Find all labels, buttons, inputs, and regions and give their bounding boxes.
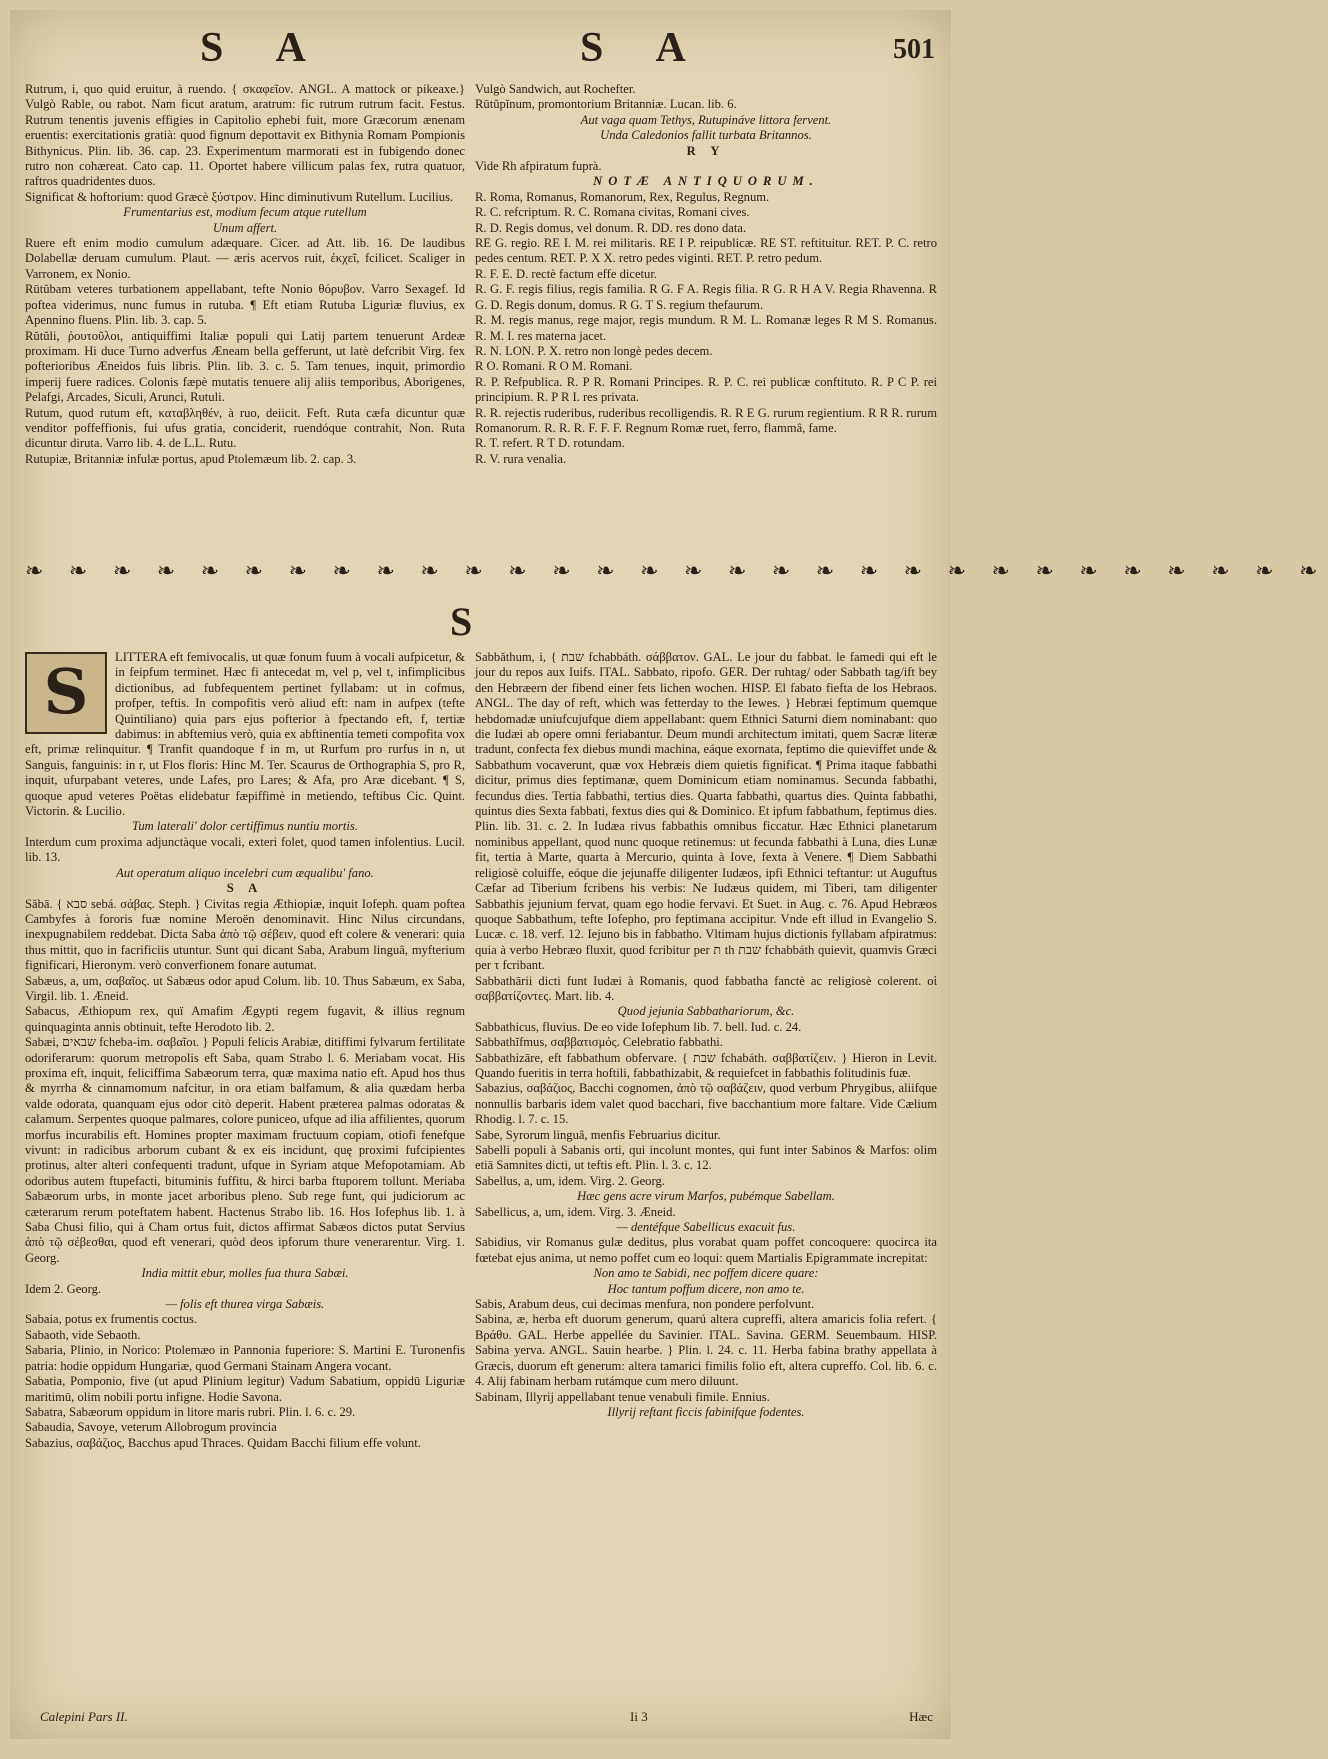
- entry-sabaeus: Sabæus, a, um, σαβαῖος. ut Sabæus odor apud Colum. lib. 10. Thus Sabæum, ex Saba, Virgil. lib. 1. Æneid.: [25, 973, 465, 1003]
- entry-sabaoth: Sabaoth, vide Sebaoth.: [25, 1327, 141, 1342]
- entry-interdum: Interdum cum proxima adjunctàque vocali, exteri folet, quod tamen infolentius. Lucil. lib. 13.: [25, 834, 465, 865]
- section-letter: S: [450, 599, 473, 644]
- entry-sabaudia: Sabaudia, Savoye, veterum Allobrogum provincia: [25, 1420, 277, 1435]
- entry-sandwich: Vulgò Sandwich, aut Rochefter.: [475, 82, 636, 96]
- entry-sabelli: Sabelli populi à Sabanis orti, qui incolunt montes, qui funt inter Sabinos & Marfos: olim etiā Samnites dicti, ut teftis eft. Plin. l. 3. c. 12.: [475, 1143, 937, 1173]
- entry-saba: Săbā. { סבא sebá. σάβας. Steph. } Civitas regia Æthiopiæ, inquit Iofeph. quam poftea Cambyfes à fororis fuæ nomine Meroën denominavit. Hinc Nilus circundans, inexpugnabilem reddebat. Dicta Saba ἀπὸ τῷ σέβειν, quod eft colere & venerari: quia thus mittit, quo in facrificiis utuntur. Sunt qui dicant Saba, Arabum linguâ, myfterium fignificari, Hieronym. verò converfionem fonare autumat.: [25, 896, 465, 973]
- nota-line: RE G. regio. RE I. M. rei militaris. RE I P. reipublicæ. RE ST. reftituitur. RET. P. C. retro pedes centum. RET. P. X X. retro pedes viginti. RET. P. retro pedum.: [475, 236, 937, 266]
- entry-sabe: Sabe, Syrorum linguâ, menfis Februarius dicitur.: [475, 1127, 721, 1142]
- verse-line: Aut operatum aliquo incelebri cum æqualibu' fano.: [116, 865, 374, 880]
- entry-sabis: Sabis, Arabum deus, cui decimas menfura, non pondere perfolvunt.: [475, 1297, 815, 1312]
- entry-rutupiae: Rutupiæ, Britanniæ infulæ portus, apud Ptolemæum lib. 2. cap. 3.: [25, 451, 357, 466]
- entry-sabina: Sabina, æ, herba eft duorum generum, quarú altera cupreffi, altera amaricis folia refert. { Βράθυ. GAL. Herbe appellée du Savinier. ITAL. Savina. GERM. Seuembaum. HISP. Sabina yerva. ANGL. Sauin hearbe. } Plin. l. 24. c. 11. Herba fabina brathy appellata à Græcis, duorum eft generum: altera tamarici fimilis folio eft, altera cupreffo. Col. lib. 6. c. 4. Alij fabinam herbam rutámque cum mero diluunt.: [475, 1312, 937, 1389]
- entry-sabacus: Sabacus, Æthiopum rex, quï Amafim Ægypti regem fugavit, & illius regnum quinquaginta annis obtinuit, tefte Herodoto lib. 2.: [25, 1004, 465, 1034]
- entry-sabaei: Sabæi, שבאים fcheba-im. σαβαῖοι. } Populi felicis Arabiæ, ditiffimi fylvarum fertilitate odoriferarum: quorum metropolis eft Saba, quam Strabo l. 6. Meriabam vocat. His proxima eft, inquit, feliciffima Sabæorum terra, quæ maxima natio eft. Apud hos thus & myrrha & cinnamomum nafcitur, in ora etiam balfamum, & alia quædam herba valde odorata, quanquam ejus odor citò deperit. Habent præterea palmas odoratas & calamum. Serpentes quoque palmares, colore puniceo, ufque ad ilia affilientes, quorum morfus incurabilis eft. Homines propter maximam fructuum copiam, otiofi fenefque vivunt: in radicibus arborum cubant & ex eis incidunt, quę proximi fufcipientes protinus, alter alteri confequenti tradunt, ufque in Syriam atque Mefopotamiam. Ab odoribus autem ftupefacti, bituminis fuffitu, & hirci barba ftuporem tollunt. Meriaba Sabæorum urbs, in monte jacet arboribus pleno. Sub rege funt, qui judiciorum ac cæterarum rerum poteftatem habent. Hactenus Strabo lib. 16. Hos Iofephus lib. 1. à Saba Chusi filio, qui à Cham ortus fuit, dictos affirmat Sabæos dictos putat Servius ἀπὸ τῷ σέβεσθαι, quod eft venerari, quòd deos ipforum thure venerarentur. Virg. 1. Georg.: [25, 1035, 465, 1265]
- nota-line: R. M. regis manus, rege major, regis mundum. R M. L. Romanæ leges R M S. Romanus. R. M. I. res materna jacet.: [475, 313, 937, 343]
- verse-line: Non amo te Sabidi, nec poffem dicere quare:: [593, 1266, 819, 1281]
- footer-volume: Calepini Pars II.: [40, 1709, 128, 1724]
- entry-sabazius: Sabazius, σαβάζιος, Bacchus apud Thraces. Quidam Bacchi filium effe volunt.: [25, 1435, 421, 1450]
- entry-sabinam: Sabinam, Illyrij appellabant tenue venabuli fimile. Ennius.: [475, 1389, 770, 1404]
- page: [10, 10, 1328, 1739]
- entry-sabaia: Sabaia, potus ex frumentis coctus.: [25, 1312, 198, 1327]
- entry-rutuba: Rūtŭbam veteres turbationem appellabant, tefte Nonio θόρυβον. Varro Sexagef. Id poftea viderimus, nunc fumus in rutuba. ¶ Eft etiam Rutuba Liguriæ fluvius, ex Apennino fluens. Plin. lib. 3. cap. 5.: [25, 282, 465, 328]
- entry-rutum: Rutum, quod rutum eft, καταβληθέν, à ruo, deiicit. Feft. Ruta cæfa dicuntur quæ venditor poffeffionis, fui ufus gratia, conciderit, ruendóque contrahit, Non. Ruta dicuntur diruta. Varro lib. 4. de L.L. Rutu.: [25, 405, 465, 451]
- footer-signature: Ii 3: [630, 1709, 648, 1724]
- verse-line: — dentéfque Sabellicus exacuit fus.: [616, 1220, 796, 1235]
- nota-line: R. R. rejectis ruderibus, ruderibus recolligendis. R. R E G. rurum regientium. R R R. rurum Romanorum. R. R. R. F. F. F. Regnum Romæ ruet, ferro, flammâ, fame.: [475, 405, 937, 435]
- column-bottom-left: [25, 650, 465, 1710]
- verse-line: India mittit ebur, molles fua thura Sabæi.: [141, 1266, 349, 1281]
- running-header: [10, 24, 951, 74]
- entry-sabidius: Sabidius, vir Romanus gulæ deditus, plus vorabat quam poffet concoquere: quocirca ita fœtebat ejus anima, ut nemo poffet cum eo loqui: quem Martialis Epigrammate increpitat:: [475, 1235, 937, 1265]
- entry-sabbathismus: Sabbathĭfmus, σαββατισμός. Celebratio fabbathi.: [475, 1035, 723, 1050]
- entry-sabazius-2: Sabazius, σαβάζιος, Bacchi cognomen, ἀπὸ τῷ σαβάζειν, quod verbum Phrygibus, aliifque nonnullis barbaris idem valet quod bacchari, five bacchantium more faltare. Vide Cælium Rhodig. l. 7. c. 15.: [475, 1081, 937, 1127]
- column-bottom-right: [475, 650, 937, 1710]
- nota-line: R. G. F. regis filius, regis familia. R G. F A. Regis filia. R G. R H A V. Regia Rhavenna. R G. D. Regis donum, domus. R G. T S. regium thefaurum.: [475, 282, 937, 312]
- verse-line: Tum laterali' dolor certiffimus nuntiu mortis.: [132, 819, 358, 834]
- entry-sabaria: Sabaria, Plinio, in Norico: Ptolemæo in Pannonia fuperiore: S. Martini E. Turonenfis patria: hodie oppidum Hungariæ, quod Germani Stainam Angera vocant.: [25, 1343, 465, 1373]
- column-top-right: [475, 82, 937, 552]
- entry-sabellus: Sabellus, a, um, idem. Virg. 2. Georg.: [475, 1173, 665, 1188]
- section-heading-sa: S A: [226, 881, 264, 896]
- entry-sabbathizare: Sabbathizāre, eft fabbathum obfervare. { שבת fchabáth. σαββατίζειν. } Hieron in Levit. Quando fueritis in terra hoftili, fabbathizabit, & requiefcet in fabbathis folitudinis fuæ.: [475, 1050, 938, 1080]
- entry-sabbatharii: Sabbathārii dicti funt Iudæi à Romanis, quod fabbatha fanctè ac religiosè colerent. οἱ σαββατίζοντες. Mart. lib. 4.: [475, 973, 937, 1003]
- entry-sabbathicus: Sabbathicus, fluvius. De eo vide Iofephum lib. 7. bell. Iud. c. 24.: [475, 1019, 802, 1034]
- entry-littera: LITTERA eft femivocalis, ut quæ fonum fuum à vocali aufpicetur, & in feipfum terminet. Hæc fi antecedat m, vel p, vel t, infimplicibus dictionibus, ad fubfequentem pertinet fyllabam: ut in cofmus, profper, teftis. In compofitis verò aliud eft: nam in aufpex (tefte Quintiliano) quia pars ejus pofterior à fpectando eft, f, tertiæ dabimus: in abftemius verò, quia ex abftinentia temeti compofita vox eft, primæ relinquitur. ¶ Tranfit quandoque f in m, ut Rurfum pro rurfus in n, ut Sanguis, fanguinis: in r, ut Flos floris: Hinc M. Ter. Scaurus de Orthographia S, pro R, inquit, ufurpabant veteres, unde Lafes, pro Lares; & Afa, pro Aræ dicebant. ¶ S, quoque apud veteres Poëtas elidebatur fæpiffimè in metiendo, teftibus Cic. Quint. Victorin. & Lucilio.: [25, 650, 465, 819]
- nota-line: R. D. Regis domus, vel donum. R. DD. res dono data.: [475, 220, 747, 235]
- column-top-left: [25, 82, 465, 552]
- entry-ruere: Ruere eft enim modio cumulum adæquare. Cicer. ad Att. lib. 16. De laudibus Dolabellæ deruam cumulum. Plaut. — æris acervos ruit, ἐκχεῖ, fcilicet. Scaliger in Varronem, ex Nonio.: [25, 236, 465, 281]
- ornament-divider: ❧ ❧ ❧ ❧ ❧ ❧ ❧ ❧ ❧ ❧ ❧ ❧ ❧ ❧ ❧ ❧ ❧ ❧ ❧ ❧ ❧ ❧ ❧ ❧ ❧ ❧ ❧ ❧ ❧ ❧: [25, 558, 1328, 583]
- nota-line: R. T. refert. R T D. rotundam.: [475, 436, 625, 451]
- entry-sabellicus: Sabellicus, a, um, idem. Virg. 3. Æneid.: [475, 1204, 676, 1219]
- section-heading-ry: R Y: [686, 143, 726, 158]
- verse-line: Hæc gens acre virum Marfos, pubémque Sabellam.: [577, 1189, 835, 1204]
- entry-ry: Vide Rh afpiratum fuprà.: [475, 159, 602, 174]
- entry-rutrum: Rutrum, i, quo quid eruitur, à ruendo. { σκαφεῖον. ANGL. A mattock or pikeaxe.} Vulgò Rable, ou rabot. Nam ficut aratum, aratrum: fic rutrum rutrum facit. Festus. Rutrum tenentis juvenis effigies in Capitolio ephebi fuit, more Græcorum ænenam eruentis: exercitationis gratià: quod fignum depottavit ex Bithynia Romam Pompionis Bithynicus. Plin. lib. 36. cap. 23. Experimentum marmorati est in fubigendo donec rutro non cohæreat. Cato cap. 11. Oportet habere villicum palas fex, rutra quatuor, raftros quadridentes duos.: [25, 82, 465, 189]
- footer-catchword: Hæc: [909, 1709, 933, 1724]
- dropcap-s: S: [25, 652, 107, 734]
- verse-line: Frumentarius est, modium fecum atque rutellum: [123, 205, 367, 220]
- nota-line: R. V. rura venalia.: [475, 451, 567, 466]
- nota-line: R. Roma, Romanus, Romanorum, Rex, Regulus, Regnum.: [475, 189, 770, 204]
- header-letters-left: S A: [200, 25, 328, 71]
- verse-line: Quod jejunia Sabbathariorum, &c.: [617, 1004, 795, 1019]
- nota-line: R O. Romani. R O M. Romani.: [475, 359, 633, 374]
- entry-sabatia: Sabatia, Pomponio, five (ut apud Plinium legitur) Vadum Sabatium, oppidū Liguriæ maritimū, olim nobili portu infigne. Hodie Savona.: [25, 1374, 465, 1404]
- verse-line: Aut vaga quam Tethys, Rutupináve littora fervent.: [580, 112, 832, 127]
- verse-line: Unum affert.: [212, 220, 278, 235]
- page-number: 501: [893, 34, 935, 65]
- verse-line: Hoc tantum poffum dicere, non amo te.: [607, 1281, 805, 1296]
- nota-line: R. F. E. D. rectè factum effe dicetur.: [475, 266, 657, 281]
- nota-line: R. P. Refpublica. R. P R. Romani Principes. R. P. C. rei publicæ conftituto. R. P C P. rei principium. R. P R I. res privata.: [475, 374, 937, 405]
- verse-line: Unda Caledonios fallit turbata Britannos.: [600, 128, 812, 143]
- nota-line: R. C. refcriptum. R. C. Romana civitas, Romani cives.: [475, 205, 750, 220]
- citation: Idem 2. Georg.: [25, 1281, 102, 1296]
- verse-line: Illyrij reftant ficcis fabinifque fodentes.: [607, 1404, 805, 1419]
- section-heading-notae: NOTÆ ANTIQUORUM.: [593, 174, 819, 189]
- entry-significat: Significat & hoftorium: quod Græcè ξύστρον. Hinc diminutivum Rutellum. Lucilius.: [25, 189, 454, 204]
- entry-rutuli: Rŭtŭli, ῥουτοῦλοι, antiquiffimi Italiæ populi qui Latij partem tenuerunt Ardeæ proximam. Hi duce Turno adverfus Æneam bella gefferunt, ut latè defcribit Virg. fex pofterioribus Æneidos fuis libris. Plin. lib. 3. c. 5. Tam tenues, inquit, primordio imperij fuere radices. Colonis fæpè mutatis tenuere alij aliis temporibus, Aborigenes, Pelafgi, Arcades, Siculi, Arunci, Rutuli.: [25, 328, 465, 405]
- nota-line: R. N. LON. P. X. retro non longè pedes decem.: [475, 343, 713, 358]
- entry-sabatra: Sabatra, Sabæorum oppidum in litore maris rubri. Plin. l. 6. c. 29.: [25, 1404, 356, 1419]
- header-letters-right: S A: [580, 25, 708, 71]
- entry-sabbathum: Sabbăthum, i, { שבת fchabbáth. σάββατον. GAL. Le jour du fabbat. le famedi qui eft le jour du repos aux Iuifs. ITAL. Sabbato, ripofo. GER. Der ruhtag/ oder Sabbath tag/ift bey den Hebræern der fibend einer fets lichen wochen. HISP. El fabato fiefta de los Hebraos. ANGL. The day of reft, which was fetterday to the Iewes. } Hebræi feptimum quemque hebdomadæ uniufcujufque diem appellabant: quem Ethnici Saturni diem nominabant: quo die Iudæi ab opere omni feriabantur. Deum mundi architectum imitati, quem Sacræ literæ tradunt, confecta fex diebus mundi machina, eáque exornata, feptimo die quieviffet unde & Sabbathum vocaverunt, quæ vox Hebræis diem quietis fignificat. ¶ Prima itaque fabbathi dicitur, primus dies feptimanæ, quem Dominicum etiam nominamus. Secunda fabbathi, fecundus dies. Tertia fabbathi, tertius dies. Quarta fabbathi, quartus dies. Quinta fabbathi, quintus dies Sexta fabbati, fextus dies qui & Dominico. Et ipfum fabbathum, feptimus dies. Plin. lib. 31. c. 2. In Iudæa rivus fabbathis omnibus ficcatur. Hæc Ethnici planetarum nominibus appellant, quod nunc quoque retinemus: ut fecunda fabbathi à Luna, dies Lunæ fit, tertia à Marte, quarta à Mercurio, quinta à Iove, fexta à Venere. ¶ Diem Sabbathi religiosè coluiffe, eóque die jejunaffe diligenter Iudæos, ipfi Ethnici teftantur: ut Auguftus Cæfar ad Tiberium fcribens his verbis: Ne Iudæus quidem, mi Tiberi, tam diligenter Sabbathis jejunium fervat, quam ego hodie fervavi. Et Suet. in Aug. c. 76. Apud Hebræos quoque Sabbathum, tefte Iofepho, pro feptimana accipitur. Vnde eft illud in Evangelio S. Lucæ. c. 18. verf. 12. Iejuno bis in fabbatho. Vltimam hujus dictionis fyllabam afpiratmus: quia à verbo Hebræo fluxit, quod fcribitur per ת th שבת fchabbáth quievit, quamvis Græci per τ fcribant.: [475, 650, 938, 973]
- entry-rutupinum: Rūtŭpĭnum, promontorium Britanniæ. Lucan. lib. 6.: [475, 97, 737, 112]
- verse-line: — folis eft thurea virga Sabæis.: [165, 1297, 325, 1312]
